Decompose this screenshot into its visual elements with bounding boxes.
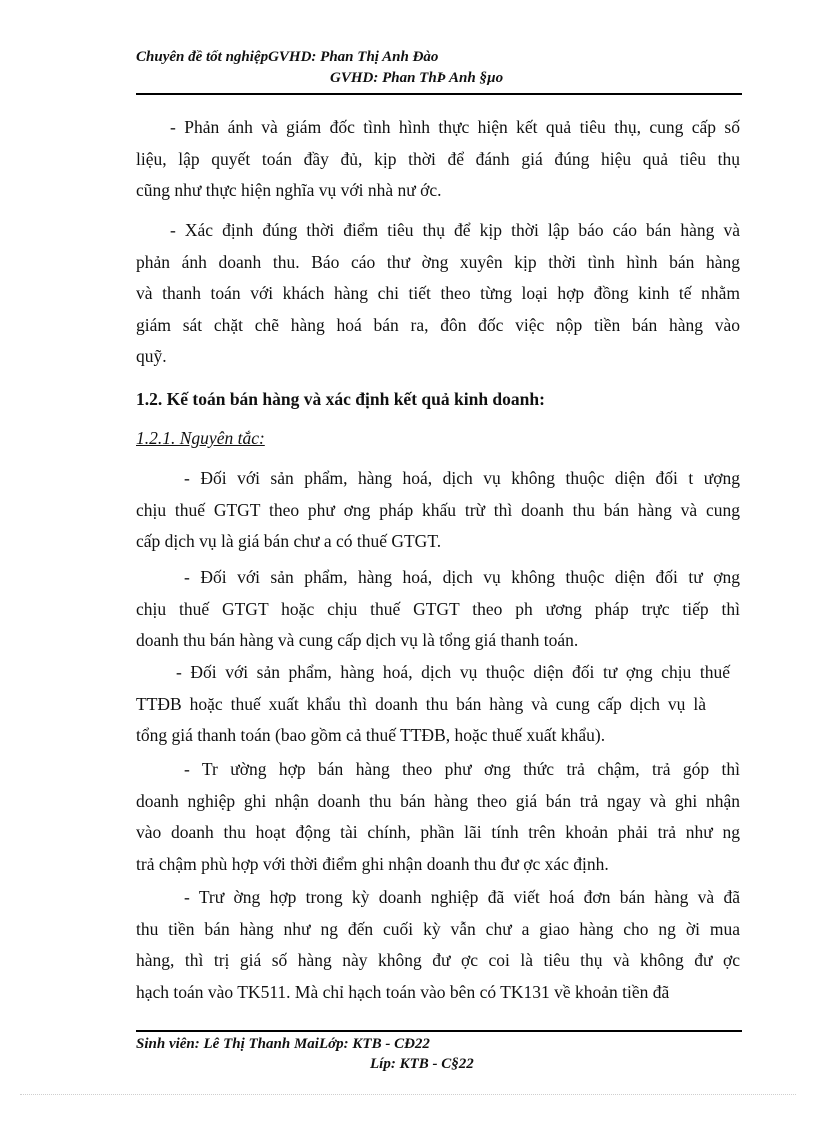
paragraph-5 (136, 657, 730, 752)
header-line-2: GVHD: Phan ThÞ Anh §µo (330, 70, 504, 86)
subsection-heading: 1.2.1. Nguyên tắc: (136, 428, 265, 448)
text-line: chịu thuế GTGT hoặc chịu thuế GTGT theo ph ương pháp trực tiếp thì (136, 598, 740, 619)
text-line: - Đối với sản phẩm, hàng hoá, dịch vụ không thuộc diện đối tư ợng (184, 567, 740, 587)
text-line: cũng như thực hiện nghĩa vụ với nhà nư ớc. (136, 180, 442, 200)
header-line-1: Chuyên đề tốt nghiệpGVHD: Phan Thị Anh Đào (136, 49, 439, 65)
footer-line-1: Sinh viên: Lê Thị Thanh MaiLớp: KTB - CĐ22 (136, 1036, 430, 1052)
text-line: quỹ. (136, 346, 167, 366)
text-line: giám sát chặt chẽ hàng hoá bán ra, đôn đốc việc nộp tiền bán hàng vào (136, 314, 740, 335)
paragraph-3 (136, 463, 740, 558)
paragraph-7 (136, 882, 740, 1008)
text-line: - Phản ánh và giám đốc tình hình thực hiện kết quả tiêu thụ, cung cấp số (170, 117, 740, 137)
footer-divider (136, 1030, 742, 1032)
paragraph-6 (136, 754, 740, 880)
text-line: cấp dịch vụ là giá bán chư a có thuế GTGT. (136, 531, 442, 551)
text-line: hạch toán vào TK511. Mà chỉ hạch toán vào bên có TK131 về khoản tiền đã (136, 981, 670, 1002)
text-line: chịu thuế GTGT theo phư ơng pháp khấu trừ thì doanh thu bán hàng và cung (136, 499, 740, 520)
section-heading: 1.2. Kế toán bán hàng và xác định kết quả kinh doanh: (136, 389, 545, 409)
text-line: trả chậm phù hợp với thời điểm ghi nhận doanh thu đư ợc xác định. (136, 853, 609, 874)
text-line: - Tr ường hợp bán hàng theo phư ơng thức trả chậm, trả góp thì (184, 759, 740, 779)
text-line: - Đối với sản phẩm, hàng hoá, dịch vụ thuộc diện đối tư ợng chịu thuế (176, 662, 730, 682)
page-edge-dotted-line (20, 1094, 796, 1095)
text-line: doanh nghiệp ghi nhận doanh thu bán hàng theo giá bán trả ngay và ghi nhận (136, 790, 740, 811)
paragraph-4 (136, 562, 740, 657)
footer-line-2: Líp: KTB - C§22 (370, 1056, 474, 1072)
text-line: TTĐB hoặc thuế xuất khẩu thì doanh thu bán hàng và cung cấp dịch vụ là (136, 693, 706, 714)
text-line: hàng, thì trị giá số hàng này không đư ợc coi là tiêu thụ và không đư ợc (136, 950, 740, 970)
paragraph-2 (136, 215, 740, 373)
text-line: - Trư ờng hợp trong kỳ doanh nghiệp đã viết hoá đơn bán hàng và đã (184, 887, 740, 907)
text-line: phản ánh doanh thu. Báo cáo thư ờng xuyên kịp thời tình hình bán hàng (136, 251, 740, 272)
text-line: - Xác định đúng thời điểm tiêu thụ để kịp thời lập báo cáo bán hàng và (170, 220, 740, 240)
text-line: thu tiền bán hàng như ng đến cuối kỳ vẫn chư a giao hàng cho ng ời mua (136, 918, 740, 939)
text-line: - Đối với sản phẩm, hàng hoá, dịch vụ không thuộc diện đối t ượng (184, 468, 740, 488)
text-line: và thanh toán với khách hàng chi tiết theo từng loại hợp đồng kinh tế nhằm (136, 283, 740, 303)
text-line: doanh thu bán hàng và cung cấp dịch vụ là tổng giá thanh toán. (136, 630, 579, 650)
text-line: liệu, lập quyết toán đầy đủ, kịp thời để đánh giá đúng hiệu quả tiêu thụ (136, 148, 740, 169)
text-line: tổng giá thanh toán (bao gồm cả thuế TTĐB, hoặc thuế xuất khẩu). (136, 725, 606, 745)
header-divider (136, 93, 742, 95)
paragraph-1 (136, 112, 740, 207)
text-line: vào doanh thu hoạt động tài chính, phần lãi tính trên khoản phải trả như ng (136, 822, 740, 842)
